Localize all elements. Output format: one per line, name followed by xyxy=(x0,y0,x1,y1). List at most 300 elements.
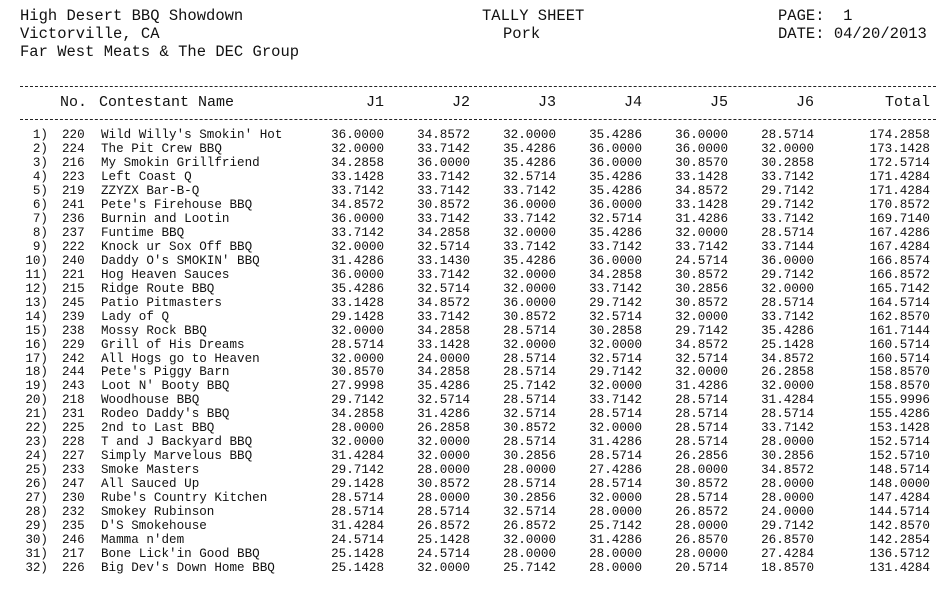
contestant-number-cell: 244 xyxy=(62,365,85,380)
contestant-name-cell: Pete's Firehouse BBQ xyxy=(101,197,253,212)
judge2-score-cell: 26.2858 xyxy=(417,421,470,436)
judge2-score-cell: 33.7142 xyxy=(417,183,470,198)
judge6-score-cell: 18.8570 xyxy=(761,561,814,576)
table-row xyxy=(0,505,950,519)
table-row xyxy=(0,421,950,435)
judge1-score-cell: 34.8572 xyxy=(331,197,384,212)
contestant-name-cell: Grill of His Dreams xyxy=(101,337,245,352)
contestant-number-cell: 219 xyxy=(62,183,85,198)
judge4-score-cell: 28.0000 xyxy=(589,561,642,576)
judge6-score-cell: 36.0000 xyxy=(761,253,814,268)
judge4-score-cell: 35.4286 xyxy=(589,225,642,240)
page-indicator xyxy=(778,7,852,26)
contestant-name-cell: Mossy Rock BBQ xyxy=(101,323,207,338)
judge4-score-cell: 33.7142 xyxy=(589,393,642,408)
judge5-score-cell: 36.0000 xyxy=(675,141,728,156)
judge5-score-cell: 29.7142 xyxy=(675,323,728,338)
judge1-score-cell: 31.4286 xyxy=(331,253,384,268)
judge4-score-cell: 31.4286 xyxy=(589,533,642,548)
table-row xyxy=(0,435,950,449)
contestant-number-cell: 225 xyxy=(62,421,85,436)
judge1-score-cell: 29.1428 xyxy=(331,309,384,324)
total-score-cell: 153.1428 xyxy=(869,421,930,436)
judge3-score-cell: 32.5714 xyxy=(503,169,556,184)
judge5-score-cell: 34.8572 xyxy=(675,337,728,352)
judge3-score-cell: 28.5714 xyxy=(503,435,556,450)
rank-cell: 31) xyxy=(25,547,48,562)
page-number: 1 xyxy=(843,7,853,25)
judge1-score-cell: 34.2858 xyxy=(331,155,384,170)
judge1-score-cell: 35.4286 xyxy=(331,281,384,296)
total-score-cell: 142.8570 xyxy=(869,519,930,534)
judge5-score-cell: 30.8570 xyxy=(675,155,728,170)
judge4-score-cell: 34.2858 xyxy=(589,267,642,282)
table-row xyxy=(0,324,950,338)
judge4-score-cell: 36.0000 xyxy=(589,197,642,212)
table-row xyxy=(0,547,950,561)
judge4-score-cell: 35.4286 xyxy=(589,183,642,198)
contestant-name-cell: The Pit Crew BBQ xyxy=(101,141,222,156)
judge2-score-cell: 30.8572 xyxy=(417,197,470,212)
category-name: Pork xyxy=(503,25,541,43)
judge3-score-cell: 32.5714 xyxy=(503,505,556,520)
judge6-score-cell: 30.2856 xyxy=(761,449,814,464)
contestant-number-cell: 243 xyxy=(62,379,85,394)
contestant-number-cell: 231 xyxy=(62,407,85,422)
judge1-score-cell: 33.7142 xyxy=(331,183,384,198)
contestant-name-cell: Rube's Country Kitchen xyxy=(101,491,268,506)
judge1-score-cell: 27.9998 xyxy=(331,379,384,394)
judge3-score-cell: 33.7142 xyxy=(503,239,556,254)
judge1-score-cell: 31.4284 xyxy=(331,449,384,464)
contestant-number-cell: 241 xyxy=(62,197,85,212)
judge5-score-cell: 28.5714 xyxy=(675,407,728,422)
table-row xyxy=(0,128,950,142)
rank-cell: 1) xyxy=(32,128,48,142)
contestant-name-cell: Bone Lick'in Good BBQ xyxy=(101,547,260,562)
total-score-cell: 158.8570 xyxy=(869,365,930,380)
judge5-score-cell: 30.2856 xyxy=(675,281,728,296)
judge6-score-cell: 25.1428 xyxy=(761,337,814,352)
rank-cell: 6) xyxy=(32,197,48,212)
judge6-score-cell: 28.5714 xyxy=(761,225,814,240)
judge3-score-cell: 30.2856 xyxy=(503,449,556,464)
date-label: DATE: xyxy=(778,25,825,43)
contestant-name-cell: Mamma n'dem xyxy=(101,533,185,548)
contestant-name-cell: All Hogs go to Heaven xyxy=(101,351,260,366)
judge2-score-cell: 34.2858 xyxy=(417,225,470,240)
judge6-score-cell: 28.0000 xyxy=(761,477,814,492)
judge2-score-cell: 33.7142 xyxy=(417,309,470,324)
contestant-name-cell: D'S Smokehouse xyxy=(101,519,207,534)
judge3-score-cell: 28.5714 xyxy=(503,323,556,338)
judge6-score-cell: 31.4284 xyxy=(761,393,814,408)
judge6-score-cell: 32.0000 xyxy=(761,141,814,156)
judge4-score-cell: 36.0000 xyxy=(589,253,642,268)
contestant-number-cell: 224 xyxy=(62,141,85,156)
contestant-name-cell: Burnin and Lootin xyxy=(101,211,230,226)
judge2-score-cell: 34.2858 xyxy=(417,365,470,380)
total-score-cell: 148.0000 xyxy=(869,477,930,492)
judge5-score-cell: 30.8572 xyxy=(675,295,728,310)
table-row xyxy=(0,449,950,463)
judge4-score-cell: 28.0000 xyxy=(589,547,642,562)
judge5-score-cell: 33.1428 xyxy=(675,169,728,184)
rank-cell: 19) xyxy=(25,379,48,394)
sheet-date: 04/20/2013 xyxy=(833,25,927,43)
contestant-number-cell: 221 xyxy=(62,267,85,282)
judge6-score-cell: 28.5714 xyxy=(761,128,814,142)
judge6-score-cell: 34.8572 xyxy=(761,463,814,478)
contestant-number-cell: 247 xyxy=(62,477,85,492)
contestant-name-cell: Loot N' Booty BBQ xyxy=(101,379,230,394)
judge1-score-cell: 33.1428 xyxy=(331,169,384,184)
judge5-score-cell: 32.0000 xyxy=(675,225,728,240)
table-row xyxy=(0,310,950,324)
judge3-score-cell: 28.5714 xyxy=(503,365,556,380)
judge1-score-cell: 28.0000 xyxy=(331,421,384,436)
table-row xyxy=(0,170,950,184)
judge5-score-cell: 32.0000 xyxy=(675,309,728,324)
table-row xyxy=(0,365,950,379)
judge5-score-cell: 26.2856 xyxy=(675,449,728,464)
contestant-name-cell: Rodeo Daddy's BBQ xyxy=(101,407,230,422)
top-divider xyxy=(20,86,936,87)
judge3-score-cell: 32.0000 xyxy=(503,267,556,282)
rank-cell: 29) xyxy=(25,519,48,534)
table-row xyxy=(0,282,950,296)
table-row xyxy=(0,393,950,407)
judge6-score-cell: 29.7142 xyxy=(761,519,814,534)
judge5-score-cell: 28.5714 xyxy=(675,393,728,408)
total-score-cell: 155.4286 xyxy=(869,407,930,422)
judge1-score-cell: 32.0000 xyxy=(331,141,384,156)
table-row xyxy=(0,198,950,212)
judge6-score-cell: 29.7142 xyxy=(761,183,814,198)
judge6-score-cell: 28.5714 xyxy=(761,407,814,422)
judge5-score-cell: 28.0000 xyxy=(675,519,728,534)
contestant-number-cell: 245 xyxy=(62,295,85,310)
contestant-name-cell: Ridge Route BBQ xyxy=(101,281,215,296)
rank-cell: 4) xyxy=(32,169,48,184)
judge4-score-cell: 33.7142 xyxy=(589,239,642,254)
judge2-score-cell: 34.8572 xyxy=(417,295,470,310)
contestant-name-cell: Daddy O's SMOKIN' BBQ xyxy=(101,253,260,268)
judge2-score-cell: 36.0000 xyxy=(417,155,470,170)
judge1-score-cell: 36.0000 xyxy=(331,211,384,226)
judge4-score-cell: 35.4286 xyxy=(589,169,642,184)
judge4-score-cell: 30.2858 xyxy=(589,323,642,338)
judge3-score-cell: 25.7142 xyxy=(503,561,556,576)
total-score-cell: 167.4284 xyxy=(869,239,930,254)
rank-cell: 14) xyxy=(25,309,48,324)
table-row xyxy=(0,142,950,156)
judge4-score-cell: 28.5714 xyxy=(589,407,642,422)
judge1-score-cell: 29.7142 xyxy=(331,463,384,478)
judge5-score-cell: 31.4286 xyxy=(675,211,728,226)
contestant-name-cell: Woodhouse BBQ xyxy=(101,393,200,408)
judge3-score-cell: 32.5714 xyxy=(503,407,556,422)
contestant-number-cell: 237 xyxy=(62,225,85,240)
judge3-score-cell: 28.0000 xyxy=(503,463,556,478)
judge2-score-cell: 33.7142 xyxy=(417,141,470,156)
judge1-score-cell: 32.0000 xyxy=(331,323,384,338)
judge1-score-cell: 31.4284 xyxy=(331,519,384,534)
contestant-number-cell: 220 xyxy=(62,128,85,142)
table-row xyxy=(0,338,950,352)
judge5-score-cell: 26.8572 xyxy=(675,505,728,520)
judge3-score-cell: 32.0000 xyxy=(503,533,556,548)
judge6-score-cell: 28.5714 xyxy=(761,295,814,310)
total-score-cell: 158.8570 xyxy=(869,379,930,394)
contestant-number-cell: 238 xyxy=(62,323,85,338)
rank-cell: 24) xyxy=(25,449,48,464)
judge6-score-cell: 32.0000 xyxy=(761,281,814,296)
judge1-score-cell: 29.1428 xyxy=(331,477,384,492)
judge4-score-cell: 32.5714 xyxy=(589,211,642,226)
total-score-cell: 173.1428 xyxy=(869,141,930,156)
table-row xyxy=(0,268,950,282)
judge4-score-cell: 36.0000 xyxy=(589,141,642,156)
judge5-score-cell: 33.7142 xyxy=(675,239,728,254)
table-row xyxy=(0,379,950,393)
judge5-score-cell: 32.5714 xyxy=(675,351,728,366)
judge2-score-cell: 28.5714 xyxy=(417,505,470,520)
judge2-score-cell: 32.0000 xyxy=(417,449,470,464)
judge2-score-cell: 33.7142 xyxy=(417,267,470,282)
judge6-score-cell: 24.0000 xyxy=(761,505,814,520)
judge3-score-cell: 32.0000 xyxy=(503,128,556,142)
table-row xyxy=(0,296,950,310)
table-row xyxy=(0,184,950,198)
column-header-j4: J4 xyxy=(623,94,642,111)
judge5-score-cell: 28.5714 xyxy=(675,435,728,450)
total-score-cell: 166.8574 xyxy=(869,253,930,268)
judge3-score-cell: 32.0000 xyxy=(503,337,556,352)
contestant-name-cell: Smokey Rubinson xyxy=(101,505,215,520)
judge3-score-cell: 33.7142 xyxy=(503,211,556,226)
column-header-j1: J1 xyxy=(365,94,384,111)
judge5-score-cell: 30.8572 xyxy=(675,477,728,492)
judge1-score-cell: 28.5714 xyxy=(331,337,384,352)
judge1-score-cell: 32.0000 xyxy=(331,239,384,254)
judge6-score-cell: 33.7142 xyxy=(761,169,814,184)
contestant-name-cell: T and J Backyard BBQ xyxy=(101,435,253,450)
rank-cell: 30) xyxy=(25,533,48,548)
contestant-number-cell: 229 xyxy=(62,337,85,352)
judge2-score-cell: 31.4286 xyxy=(417,407,470,422)
event-location: Victorville, CA xyxy=(20,25,160,43)
rank-cell: 20) xyxy=(25,393,48,408)
rank-cell: 22) xyxy=(25,421,48,436)
rank-cell: 5) xyxy=(32,183,48,198)
judge5-score-cell: 28.5714 xyxy=(675,421,728,436)
event-sponsors: Far West Meats & The DEC Group xyxy=(20,43,300,61)
contestant-number-cell: 235 xyxy=(62,519,85,534)
judge6-score-cell: 28.0000 xyxy=(761,435,814,450)
contestant-number-cell: 242 xyxy=(62,351,85,366)
judge3-score-cell: 32.0000 xyxy=(503,225,556,240)
total-score-cell: 142.2854 xyxy=(869,533,930,548)
judge2-score-cell: 32.5714 xyxy=(417,393,470,408)
rank-cell: 12) xyxy=(25,281,48,296)
judge2-score-cell: 30.8572 xyxy=(417,477,470,492)
contestant-number-cell: 230 xyxy=(62,491,85,506)
judge5-score-cell: 28.0000 xyxy=(675,547,728,562)
judge2-score-cell: 32.0000 xyxy=(417,561,470,576)
judge5-score-cell: 36.0000 xyxy=(675,128,728,142)
total-score-cell: 171.4284 xyxy=(869,169,930,184)
judge3-score-cell: 35.4286 xyxy=(503,253,556,268)
judge5-score-cell: 28.5714 xyxy=(675,491,728,506)
rank-cell: 2) xyxy=(32,141,48,156)
judge6-score-cell: 29.7142 xyxy=(761,267,814,282)
column-header-j5: J5 xyxy=(709,94,728,111)
judge5-score-cell: 33.1428 xyxy=(675,197,728,212)
total-score-cell: 155.9996 xyxy=(869,393,930,408)
judge3-score-cell: 33.7142 xyxy=(503,183,556,198)
rank-cell: 27) xyxy=(25,491,48,506)
judge3-score-cell: 35.4286 xyxy=(503,141,556,156)
judge4-score-cell: 36.0000 xyxy=(589,155,642,170)
contestant-name-cell: All Sauced Up xyxy=(101,477,200,492)
judge2-score-cell: 32.5714 xyxy=(417,239,470,254)
judge4-score-cell: 35.4286 xyxy=(589,128,642,142)
contestant-number-cell: 232 xyxy=(62,505,85,520)
judge4-score-cell: 32.0000 xyxy=(589,337,642,352)
contestant-number-cell: 215 xyxy=(62,281,85,296)
rank-cell: 16) xyxy=(25,337,48,352)
table-row xyxy=(0,477,950,491)
rank-cell: 15) xyxy=(25,323,48,338)
judge4-score-cell: 27.4286 xyxy=(589,463,642,478)
judge2-score-cell: 33.1430 xyxy=(417,253,470,268)
judge5-score-cell: 26.8570 xyxy=(675,533,728,548)
judge6-score-cell: 30.2858 xyxy=(761,155,814,170)
contestant-number-cell: 216 xyxy=(62,155,85,170)
column-header-name: Contestant Name xyxy=(99,94,235,111)
total-score-cell: 169.7140 xyxy=(869,211,930,226)
total-score-cell: 148.5714 xyxy=(869,463,930,478)
contestant-number-cell: 217 xyxy=(62,547,85,562)
judge2-score-cell: 34.8572 xyxy=(417,128,470,142)
contestant-name-cell: Knock ur Sox Off BBQ xyxy=(101,239,253,254)
judge4-score-cell: 33.7142 xyxy=(589,281,642,296)
contestant-number-cell: 228 xyxy=(62,435,85,450)
judge5-score-cell: 31.4286 xyxy=(675,379,728,394)
total-score-cell: 171.4284 xyxy=(869,183,930,198)
judge6-score-cell: 32.0000 xyxy=(761,379,814,394)
total-score-cell: 136.5712 xyxy=(869,547,930,562)
contestant-name-cell: Wild Willy's Smokin' Hot xyxy=(101,128,283,142)
judge3-score-cell: 30.8572 xyxy=(503,309,556,324)
header-divider xyxy=(20,119,936,120)
judge2-score-cell: 24.0000 xyxy=(417,351,470,366)
contestant-number-cell: 226 xyxy=(62,561,85,576)
rank-cell: 32) xyxy=(25,561,48,576)
rank-cell: 9) xyxy=(32,239,48,254)
judge2-score-cell: 33.7142 xyxy=(417,211,470,226)
judge5-score-cell: 32.0000 xyxy=(675,365,728,380)
table-row xyxy=(0,212,950,226)
judge3-score-cell: 36.0000 xyxy=(503,295,556,310)
table-row xyxy=(0,491,950,505)
judge2-score-cell: 28.0000 xyxy=(417,463,470,478)
rank-cell: 26) xyxy=(25,477,48,492)
judge1-score-cell: 33.1428 xyxy=(331,295,384,310)
judge4-score-cell: 29.7142 xyxy=(589,365,642,380)
table-row xyxy=(0,254,950,268)
contestant-number-cell: 239 xyxy=(62,309,85,324)
judge5-score-cell: 24.5714 xyxy=(675,253,728,268)
judge2-score-cell: 32.0000 xyxy=(417,435,470,450)
date-indicator xyxy=(778,25,927,44)
rank-cell: 8) xyxy=(32,225,48,240)
total-score-cell: 167.4286 xyxy=(869,225,930,240)
judge4-score-cell: 32.0000 xyxy=(589,379,642,394)
contestant-name-cell: Patio Pitmasters xyxy=(101,295,222,310)
judge6-score-cell: 33.7142 xyxy=(761,309,814,324)
rank-cell: 18) xyxy=(25,365,48,380)
rank-cell: 28) xyxy=(25,505,48,520)
total-score-cell: 172.5714 xyxy=(869,155,930,170)
judge4-score-cell: 32.0000 xyxy=(589,491,642,506)
judge1-score-cell: 28.5714 xyxy=(331,491,384,506)
judge3-score-cell: 35.4286 xyxy=(503,155,556,170)
contestant-number-cell: 240 xyxy=(62,253,85,268)
column-header-no: No. xyxy=(60,94,88,111)
total-score-cell: 164.5714 xyxy=(869,295,930,310)
contestant-number-cell: 227 xyxy=(62,449,85,464)
judge1-score-cell: 24.5714 xyxy=(331,533,384,548)
judge4-score-cell: 29.7142 xyxy=(589,295,642,310)
judge2-score-cell: 24.5714 xyxy=(417,547,470,562)
judge2-score-cell: 26.8572 xyxy=(417,519,470,534)
total-score-cell: 170.8572 xyxy=(869,197,930,212)
judge1-score-cell: 29.7142 xyxy=(331,393,384,408)
rank-cell: 7) xyxy=(32,211,48,226)
table-row xyxy=(0,352,950,366)
sheet-title: TALLY SHEET xyxy=(482,7,585,25)
judge5-score-cell: 34.8572 xyxy=(675,183,728,198)
rank-cell: 25) xyxy=(25,463,48,478)
judge6-score-cell: 33.7142 xyxy=(761,211,814,226)
judge1-score-cell: 36.0000 xyxy=(331,267,384,282)
contestant-name-cell: My Smokin Grillfriend xyxy=(101,155,260,170)
total-score-cell: 144.5714 xyxy=(869,505,930,520)
judge1-score-cell: 30.8570 xyxy=(331,365,384,380)
judge6-score-cell: 29.7142 xyxy=(761,197,814,212)
column-header-j6: J6 xyxy=(795,94,814,111)
table-row xyxy=(0,226,950,240)
judge3-score-cell: 30.2856 xyxy=(503,491,556,506)
total-score-cell: 147.4284 xyxy=(869,491,930,506)
judge6-score-cell: 28.0000 xyxy=(761,491,814,506)
page-label: PAGE: xyxy=(778,7,825,25)
judge6-score-cell: 33.7144 xyxy=(761,239,814,254)
judge4-score-cell: 32.5714 xyxy=(589,309,642,324)
contestant-name-cell: ZZYZX Bar-B-Q xyxy=(101,183,200,198)
judge1-score-cell: 32.0000 xyxy=(331,351,384,366)
judge4-score-cell: 32.5714 xyxy=(589,351,642,366)
contestant-number-cell: 223 xyxy=(62,169,85,184)
column-header-j2: J2 xyxy=(451,94,470,111)
table-row xyxy=(0,519,950,533)
total-score-cell: 165.7142 xyxy=(869,281,930,296)
rank-cell: 3) xyxy=(32,155,48,170)
contestant-name-cell: Smoke Masters xyxy=(101,463,200,478)
judge6-score-cell: 26.2858 xyxy=(761,365,814,380)
